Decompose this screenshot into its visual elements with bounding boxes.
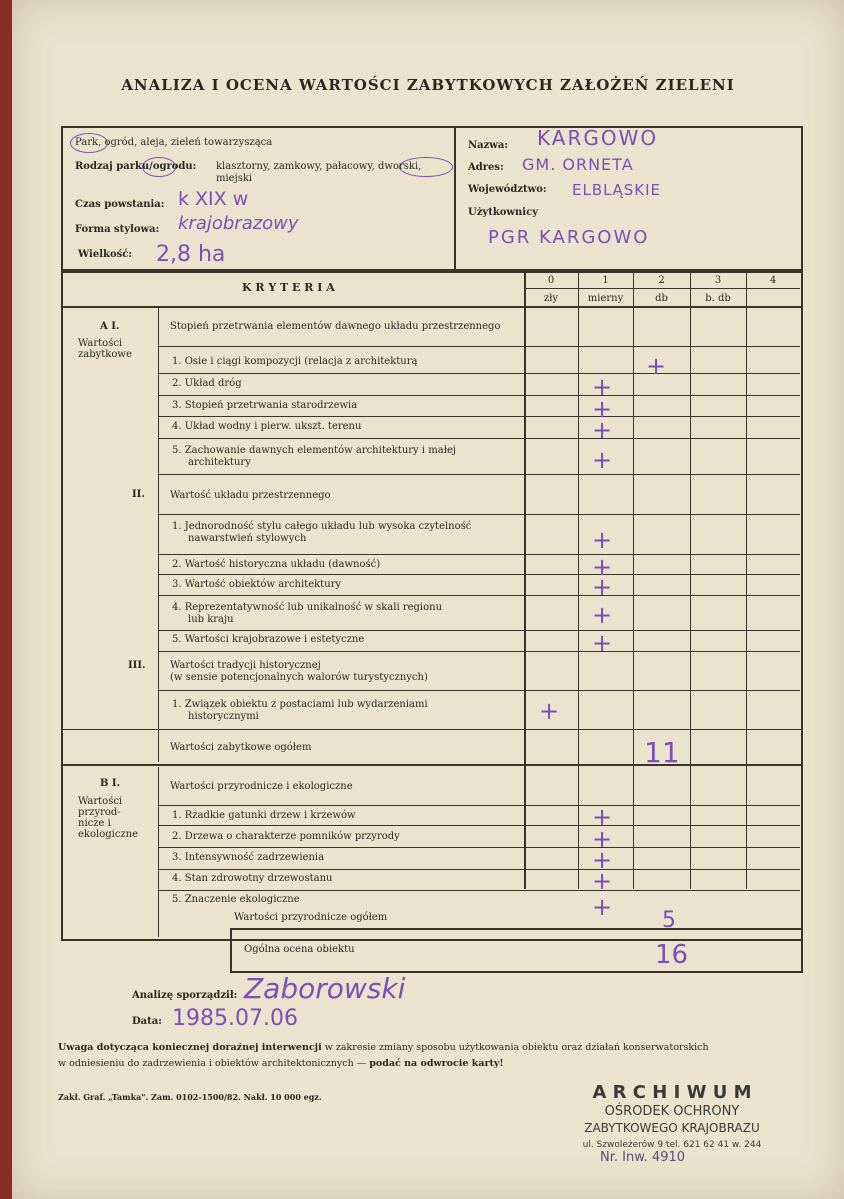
sporzadzil-label: Analizę sporządził:: [132, 990, 238, 1001]
forma-value: krajobrazowy: [178, 213, 299, 234]
overall-value: 16: [655, 940, 689, 970]
mark-a1-1: +: [646, 352, 667, 380]
score-3: 3: [714, 275, 722, 286]
a1-heading-line: [158, 346, 800, 347]
kryteria-header: K R Y T E R I A: [242, 281, 335, 294]
a1-item-3: 3. Stopień przetrwania starodrzewia: [172, 400, 358, 411]
stamp-line-4: ul. Szwoleżerów 9 tel. 621 62 41 w. 244: [582, 1140, 762, 1150]
col-line-left: [158, 306, 159, 762]
rodzaj-options: klasztorny, zamkowy, pałacowy, dworski,: [216, 161, 422, 172]
wielkosc-label: Wielkość:: [78, 249, 133, 260]
a1-item-5b: architektury: [188, 457, 251, 468]
row-line: [158, 395, 800, 396]
a2-item-4b: lub kraju: [188, 614, 234, 625]
a1-item-4: 4. Układ wodny i pierw. ukszt. terenu: [172, 421, 362, 432]
mark-a1-3: +: [592, 395, 613, 423]
a1-item-2: 2. Układ dróg: [172, 378, 242, 389]
document-sheet: [12, 0, 844, 1199]
row-line: [158, 690, 800, 691]
mark-b1-3: +: [592, 846, 613, 874]
uzytkownicy-label: Użytkownicy: [468, 207, 539, 218]
overall-label: Ogólna ocena obiektu: [244, 944, 355, 955]
section-a2-code: II.: [132, 489, 145, 500]
b1-item-2: 2. Drzewa o charakterze pomników przyrody: [172, 831, 400, 842]
b1-item-4: 4. Stan zdrowotny drzewostanu: [172, 873, 333, 884]
a1-item-5: 5. Zachowanie dawnych elementów architektury i małej: [172, 445, 456, 456]
row-line: [158, 805, 800, 806]
b1-item-3: 3. Intensywność zadrzewienia: [172, 852, 325, 863]
a1-heading: Stopień przetrwania elementów dawnego układu przestrzennego: [170, 321, 501, 332]
a3-item-1: 1. Związek obiektu z postaciami lub wydarzeniami: [172, 699, 428, 710]
row-line: [158, 438, 800, 439]
czas-value: k XIX w: [178, 188, 249, 210]
a-total-value: 11: [644, 736, 680, 769]
col-line-1: [578, 269, 579, 889]
a2-heading: Wartość układu przestrzennego: [170, 490, 331, 501]
row-line: [158, 554, 800, 555]
score-2: 2: [658, 275, 665, 286]
uwaga-line-1: [58, 1042, 709, 1053]
a2-item-1b: nawarstwień stylowych: [188, 533, 307, 544]
col-line-2: [633, 269, 634, 889]
uwaga-line2-start: w odniesieniu do zadrzewienia i obiektów architektonicznych —: [58, 1058, 367, 1069]
data-value: 1985.07.06: [172, 1006, 298, 1031]
score-label-3: b. db: [705, 293, 731, 304]
row-line: [158, 595, 800, 596]
row-line: [158, 825, 800, 826]
mark-a3-1: +: [539, 697, 560, 725]
mark-a2-1: +: [592, 526, 613, 554]
b1-item-1: 1. Rzadkie gatunki drzew i krzewów: [172, 810, 356, 821]
mark-a2-5: +: [592, 629, 613, 657]
adres-value: GM. ORNETA: [522, 155, 634, 174]
adres-label: Adres:: [468, 162, 504, 173]
score-label-1: mierny: [587, 293, 624, 304]
score-1: 1: [602, 275, 609, 286]
row-line: [158, 373, 800, 374]
mark-b1-4: +: [592, 867, 613, 895]
wojewodztwo-value: ELBLĄSKIE: [572, 181, 662, 199]
mark-a2-2: +: [592, 553, 613, 581]
uwaga-rest: w zakresie zmiany sposobu użytkowania obiektu oraz działań konserwatorskich: [324, 1042, 709, 1053]
row-line: [158, 847, 800, 848]
row-line: [158, 574, 800, 575]
b-total-label: Wartości przyrodnicze ogółem: [234, 912, 388, 923]
mark-b1-5: +: [592, 893, 613, 921]
document-title: ANALIZA I OCENA WARTOŚCI ZABYTKOWYCH ZAŁOŻEŃ ZIELENI: [121, 76, 735, 94]
line-type: Park, ogród, aleja, zieleń towarzysząca: [75, 137, 273, 148]
a2-item-1: 1. Jednorodność stylu całego układu lub wysoka czytelność: [172, 521, 472, 532]
section-b-code: B I.: [100, 778, 121, 789]
uzytkownicy-value: PGR KARGOWO: [488, 227, 650, 248]
section-a-code: A I.: [100, 321, 120, 332]
row-line: [158, 630, 800, 631]
rodzaj-label: Rodzaj parku/ogrodu:: [75, 161, 197, 172]
mark-b1-2: +: [592, 825, 613, 853]
header-divider: [454, 126, 456, 271]
nazwa-label: Nazwa:: [468, 140, 509, 151]
a3-heading: Wartości tradycji historycznej: [170, 660, 321, 671]
col-line-label: [524, 269, 526, 889]
wielkosc-value: 2,8 ha: [156, 242, 226, 267]
row-line: [158, 651, 800, 652]
mark-a1-4: +: [592, 416, 613, 444]
stamp-line-3: ZABYTKOWEGO KRAJOBRAZU: [584, 1121, 760, 1135]
col-line-3: [690, 269, 691, 889]
score-0: 0: [547, 275, 555, 286]
row-line: [158, 514, 800, 515]
mark-b1-1: +: [592, 803, 613, 831]
a2-item-3: 3. Wartość obiektów architektury: [172, 579, 342, 590]
section-divider: [61, 764, 801, 766]
col-line-left-b: [158, 767, 159, 937]
stamp-line-2: OŚRODEK OCHRONY: [604, 1104, 740, 1119]
score-label-2: db: [655, 293, 668, 304]
a2-item-5: 5. Wartości krajobrazowe i estetyczne: [172, 634, 365, 645]
row-line: [158, 474, 800, 475]
row-line: [158, 416, 800, 417]
printer-note: Zakł. Graf. „Tamka". Zam. 0102-1500/82. Nakł. 10 000 egz.: [58, 1092, 322, 1102]
uwaga-bold: Uwaga dotycząca koniecznej doraźnej interwencji: [58, 1042, 322, 1053]
stamp-line-1: A R C H I W U M: [592, 1082, 752, 1103]
b1-heading: Wartości przyrodnicze i ekologiczne: [170, 781, 353, 792]
mark-a1-2: +: [592, 373, 613, 401]
b-total-value: 5: [662, 908, 676, 933]
forma-label: Forma stylowa:: [75, 224, 160, 235]
uwaga-line-2: [58, 1058, 504, 1069]
a1-item-1: 1. Osie i ciągi kompozycji (relacja z architekturą: [172, 356, 418, 367]
section-a-name: Wartości zabytkowe: [78, 338, 132, 360]
uwaga-line2-bold: podać na odwrocie karty!: [369, 1058, 504, 1069]
a3-heading-2: (w sensie potencjonalnych walorów turystycznych): [170, 672, 428, 683]
stamp-handwritten: Nr. Inw. 4910: [600, 1150, 686, 1165]
mark-a2-3: +: [592, 573, 613, 601]
nazwa-value: KARGOWO: [537, 126, 659, 150]
rodzaj-options-2: miejski: [216, 173, 253, 184]
data-label: Data:: [132, 1016, 162, 1027]
section-b-name: Wartości przyrod- nicze i ekologiczne: [78, 796, 139, 840]
b1-item-5: 5. Znaczenie ekologiczne: [172, 894, 300, 905]
mark-a2-4: +: [592, 601, 613, 629]
col-line-4: [746, 269, 747, 889]
score-4: 4: [769, 275, 777, 286]
row-line: [61, 729, 801, 730]
a-total-label: Wartości zabytkowe ogółem: [170, 742, 312, 753]
a2-item-2: 2. Wartość historyczna układu (dawność): [172, 559, 381, 570]
section-a3-code: III.: [128, 660, 146, 671]
score-label-0: zły: [543, 293, 559, 304]
wojewodztwo-label: Województwo:: [468, 184, 547, 195]
row-line: [158, 890, 800, 891]
row-line: [158, 869, 800, 870]
a2-item-4: 4. Reprezentatywność lub unikalność w skali regionu: [172, 602, 443, 613]
czas-label: Czas powstania:: [75, 199, 165, 210]
binder-edge: [0, 0, 12, 1199]
a3-item-1b: historycznymi: [188, 711, 259, 722]
header-score-line: [524, 288, 800, 289]
mark-a1-5: +: [592, 446, 613, 474]
sporzadzil-value: Zaborowski: [244, 972, 406, 1005]
